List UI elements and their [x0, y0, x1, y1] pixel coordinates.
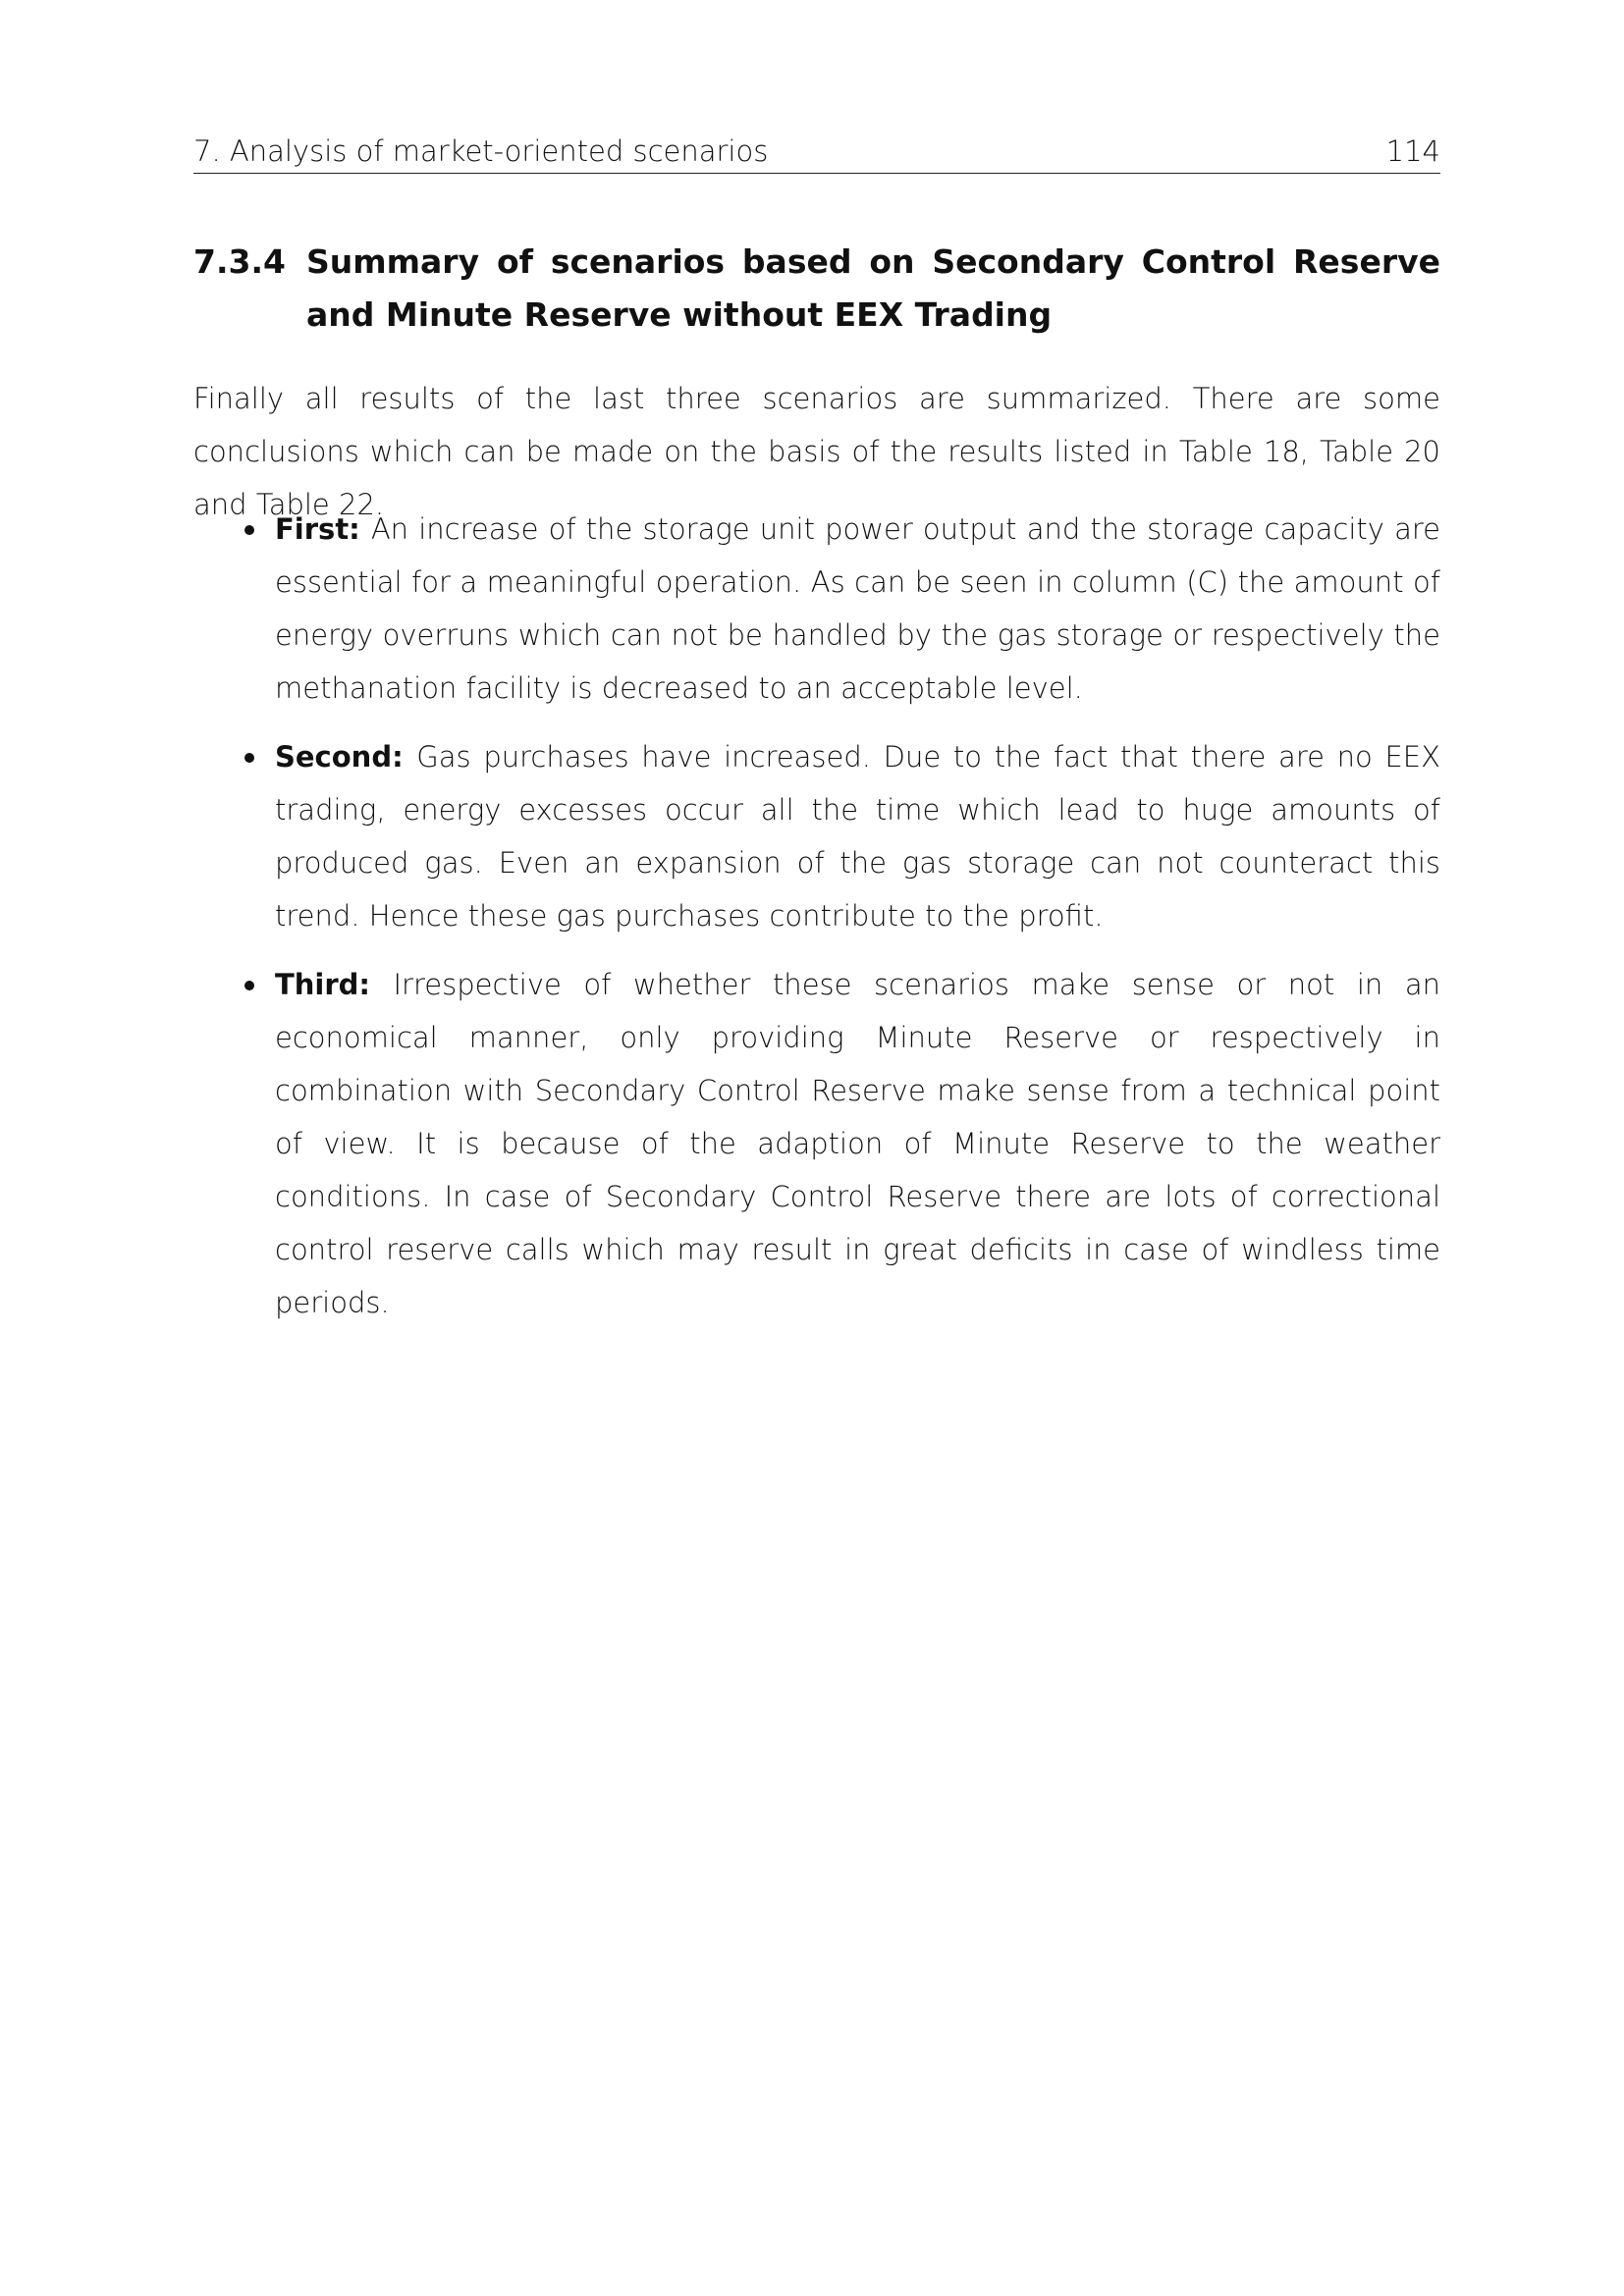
chapter-title: 7. Analysis of market-oriented scenarios [193, 134, 769, 168]
section-heading [193, 236, 1440, 342]
list-item-text: An increase of the storage unit power output and the storage capacity are essential for a meaningful operation. As can be seen in column (C) the amount of energy overruns which can not be handled by the gas storage or respectively the methanation facility is decreased to an acceptable level. [275, 512, 1440, 705]
list-item [193, 730, 1440, 942]
list-item-lead: First: [275, 512, 371, 546]
page-number: 114 [1385, 134, 1440, 168]
intro-paragraph: Finally all results of the last three scenarios are summarized. There are some conclusions which can be made on the basis of the results listed in Table 18, Table 20 and Table 22. [193, 382, 1440, 521]
list-item-lead: Second: [275, 740, 417, 774]
running-header [193, 130, 1440, 174]
bullet-icon [244, 981, 254, 990]
list-item-text: Gas purchases have increased. Due to the fact that there are no EEX trading, energy excesses occur all the time which lead to huge amounts of produced gas. Even an expansion of the gas storage can not counteract this trend. Hence these gas purchases contribute to the profit. [275, 740, 1440, 933]
list-item-text: Irrespective of whether these scenarios make sense or not in an economical manner, only providing Minute Reserve or respectively in combination with Secondary Control Reserve make sense from a technical point of view. It is because of the adaption of Minute Reserve to the weather conditions. In case of Secondary Control Reserve there are lots of correctional control reserve calls which may result in great deficits in case of windless time periods. [275, 968, 1441, 1319]
list-item [193, 958, 1440, 1329]
bullet-icon [244, 753, 254, 763]
section-title: Summary of scenarios based on Secondary Control Reserve and Minute Reserve without EEX Trading [306, 242, 1440, 334]
section-number: 7.3.4 [193, 242, 286, 281]
conclusion-list [193, 503, 1440, 1345]
list-item-lead: Third: [275, 968, 394, 1001]
bullet-icon [244, 525, 254, 535]
list-item [193, 503, 1440, 715]
